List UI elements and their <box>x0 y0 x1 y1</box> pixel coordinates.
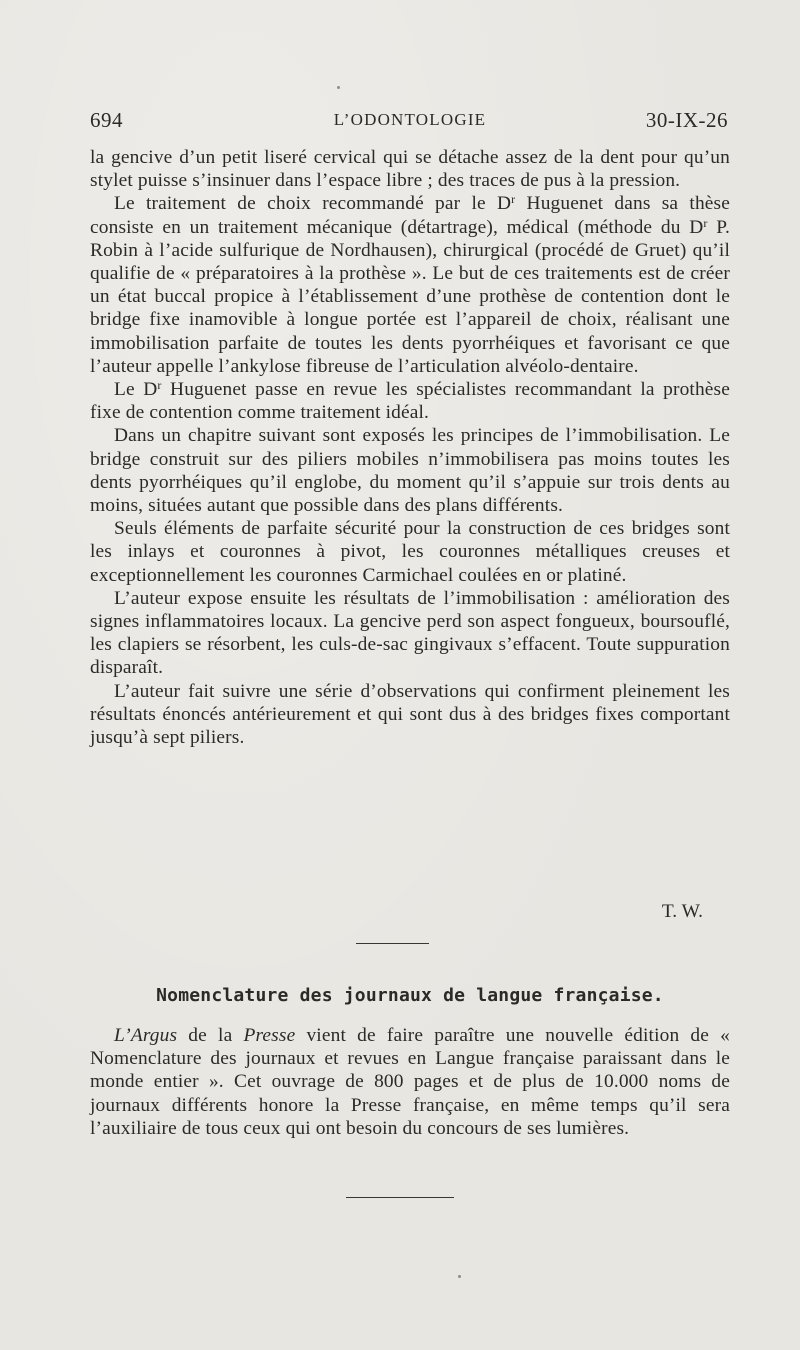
review-text <box>90 146 730 749</box>
text-run: Le traitement de choix recommandé par le D <box>114 193 512 215</box>
text-run: de la <box>177 1025 244 1046</box>
text-run: Huguenet dans sa thèse consiste en un traitement mécanique (détartrage), médical (méthode du D <box>90 193 731 238</box>
superscript: r <box>703 215 708 230</box>
page-number: 694 <box>90 108 123 132</box>
text-run: vient de faire paraître une nouvelle édition de « Nomenclature des journaux et revues en Langue française paraissant dans le monde entier ». Cet ouvrage de 800 pages et de plus de 10.000 noms de journaux différents honore la Presse française, en même temps qu’il sera l’auxiliaire de tous ceux qui ont besoin du concours de ses lumières. <box>90 1025 730 1139</box>
paragraph: L’auteur fait suivre une série d’observations qui confirment pleinement les résultats énoncés antérieurement et qui sont dus à des bridges fixes comportant jusqu’à sept piliers. <box>90 680 730 749</box>
paragraph: Dans un chapitre suivant sont exposés les principes de l’immobilisation. Le bridge construit sur des piliers mobiles n’immobilisera pas moins toutes les dents pyorrhéiques qu’il englobe, du moment qu’il s’appuie sur trois dents au moins, situées autant que possible dans des plans différents. <box>90 425 730 517</box>
paragraph <box>90 192 730 378</box>
paragraph <box>90 378 730 424</box>
end-rule <box>346 1197 454 1198</box>
superscript: r <box>157 378 162 393</box>
superscript: r <box>511 192 516 207</box>
text-run: Le D <box>114 379 158 401</box>
paragraph: la gencive d’un petit liseré cervical qui se détache assez de la dent pour qu’un stylet puisse s’insinuer dans l’espace libre ; des traces de pus à la pression. <box>90 147 730 192</box>
paragraph <box>90 1024 730 1140</box>
section-divider <box>356 943 429 944</box>
italic-title: Presse <box>243 1025 296 1046</box>
running-head <box>90 108 730 136</box>
issue-date: 30-IX-26 <box>645 108 728 132</box>
journal-title: L’ODONTOLOGIE <box>333 110 487 129</box>
italic-title: L’Argus <box>114 1025 178 1046</box>
text-run: Huguenet passe en revue les spécialistes recommandant la prothèse fixe de contention comme traitement idéal. <box>90 379 731 424</box>
paragraph: L’auteur expose ensuite les résultats de l’immobilisation : amélioration des signes inflammatoires locaux. La gencive perd son aspect fongueux, boursouflé, les clapiers se résorbent, les culs-de-sac gingivaux s’effacent. Toute suppuration disparaît. <box>90 587 730 679</box>
paper-speck <box>337 86 340 89</box>
text-run: P. Robin à l’acide sulfurique de Nordhausen), chirurgical (procédé de Gruet) qu’il qualifie de « préparatoires à la prothèse ». Le but de ces traitements est de créer un état buccal propice à l’établissement d’une prothèse de contention dont le bridge fixe inamovible à longue portée est l’appareil de choix, réalisant une immobilisation parfaite de toutes les dents pyorrhéiques et favorisant ce que l’auteur appelle l’ankylose fibreuse de l’articulation alvéolo-dentaire. <box>90 216 731 377</box>
author-initials: T. W. <box>661 901 703 922</box>
paper-speck <box>458 1275 461 1278</box>
paragraph: Seuls éléments de parfaite sécurité pour la construction de ces bridges sont les inlays et couronnes à pivot, les couronnes métalliques creuses et exceptionnellement les couronnes Carmichael coulées en or platiné. <box>90 518 730 586</box>
notice-text <box>90 1024 730 1140</box>
section-heading: Nomenclature des journaux de langue française. <box>156 985 664 1006</box>
